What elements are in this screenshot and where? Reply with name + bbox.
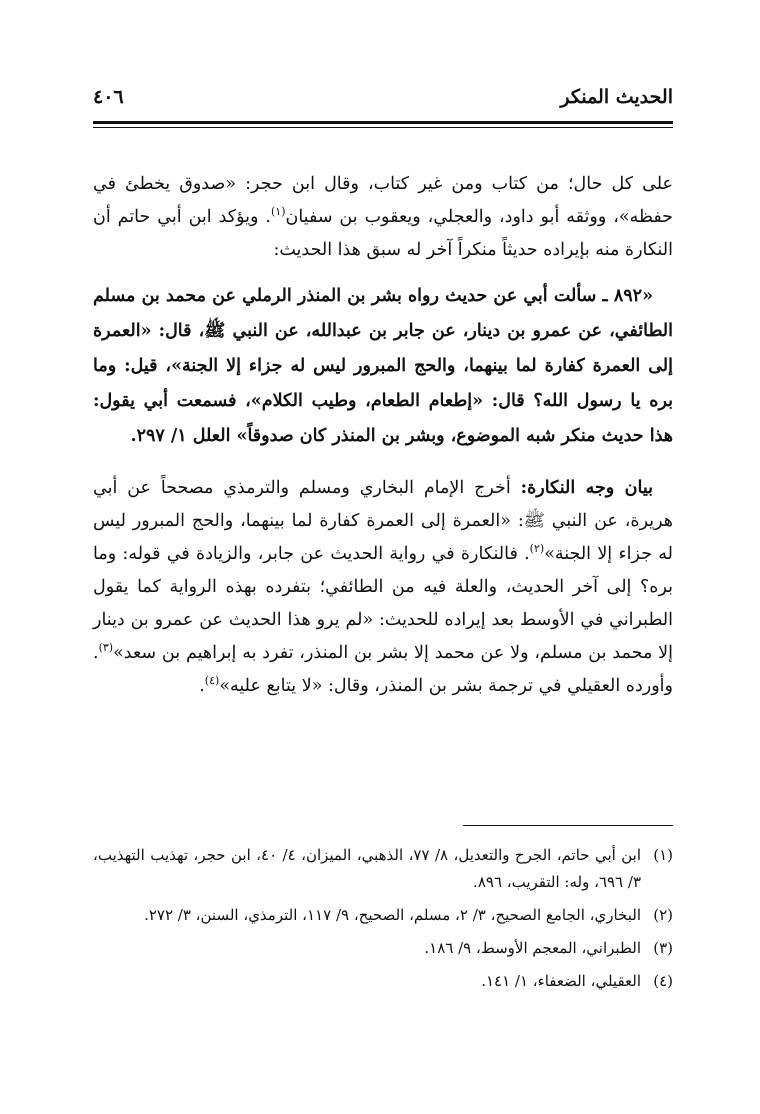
footnote-number: (١) [653,846,673,864]
footnote-text: البخاري، الجامع الصحيح، ٣/ ٢، مسلم، الصحيح، ٩/ ١١٧، الترمذي، السنن، ٣/ ٢٧٢. [144,906,641,924]
paragraph-1 [93,168,673,267]
paragraph-2-text: «٨٩٢ ـ سألت أبي عن حديث رواه بشر بن المنذر الرملي عن محمد بن مسلم الطائفي، عن عمرو بن دينار، عن جابر بن عبدالله، عن النبي ﷺ، قال: «العمرة إلى العمرة كفارة لما بينهما، والحج المبرور ليس له جزاء إلا الجنة»، قيل: وما بره يا رسول الله؟ قال: «إطعام الطعام، وطيب الكلام»، فسمعت أبي يقول: هذا حديث منكر شبه الموضوع، وبشر بن المنذر كان صدوقاً» العلل ١/ ٢٩٧. [93,286,673,446]
footnote-ref-2: (٢) [529,542,545,556]
paragraph-3-text-a: أخرج الإمام البخاري ومسلم والترمذي مصححاً عن أبي هريرة، عن النبي ﷺ: «العمرة إلى العمرة كفارة لما بينهما، والحج المبرور ليس له جزاء إلا الجنة» [93,478,674,564]
footnote-number: (٤) [653,972,673,990]
footnote-2 [93,902,673,929]
paragraph-1-text-b: . ويؤكد ابن أبي حاتم أن النكارة منه بإيراده حديثاً منكراً آخر له سبق هذا الحديث: [93,207,673,260]
footnote-separator [463,825,673,826]
page-number: ٤٠٦ [93,86,124,108]
footnote-1 [93,842,673,896]
header-rule-thick [93,121,673,124]
footnote-text: العقيلي، الضعفاء، ١/ ١٤١. [481,972,641,990]
page-header [93,82,673,122]
footnote-3 [93,935,673,962]
paragraph-2-quote [93,279,673,454]
footnote-ref-4: (٤) [204,674,220,688]
footnote-ref-3: (٣) [98,641,114,655]
paragraph-3-lead: بيان وجه النكارة: [520,478,653,498]
paragraph-3-text-c: . وأورده العقيلي في ترجمة بشر بن المنذر، وقال: «لا يتابع عليه» [93,643,673,696]
main-text [93,168,673,703]
footnotes [93,842,673,1001]
footnote-number: (٢) [653,906,673,924]
footnote-text: ابن أبي حاتم، الجرح والتعديل، ٨/ ٧٧، الذهبي، الميزان، ٤/ ٤٠، ابن حجر، تهذيب التهذيب، ٣/ ٦٩٦، وله: التقريب، ٨٩٦. [93,846,642,891]
footnote-text: الطبراني، المعجم الأوسط، ٩/ ١٨٦. [424,939,641,957]
paragraph-1-text-a: على كل حال؛ من كتاب ومن غير كتاب، وقال ابن حجر: «صدوق يخطئ في حفظه»، ووثقه أبو داود، والعجلي، ويعقوب بن سفيان [93,174,673,227]
paragraph-3-text-d: . [199,676,205,696]
paragraph-3-text-b: . فالنكارة في رواية الحديث عن جابر، والزيادة في قوله: وما بره؟ إلى آخر الحديث، والعلة فيه من الطائفي؛ بتفرده بهذه الرواية كما يقول الطبراني في الأوسط بعد إيراده للحديث: «لم يرو هذا الحديث عن عمرو بن دينار إلا محمد بن مسلم، ولا عن محمد إلا بشر بن المنذر، تفرد به إبراهيم بن سعد» [93,544,673,663]
paragraph-3 [93,472,673,703]
footnote-4 [93,968,673,995]
footnote-number: (٣) [653,939,673,957]
header-rule-thin [93,127,673,128]
running-title: الحديث المنكر [560,86,673,108]
footnote-ref-1: (١) [270,205,286,219]
